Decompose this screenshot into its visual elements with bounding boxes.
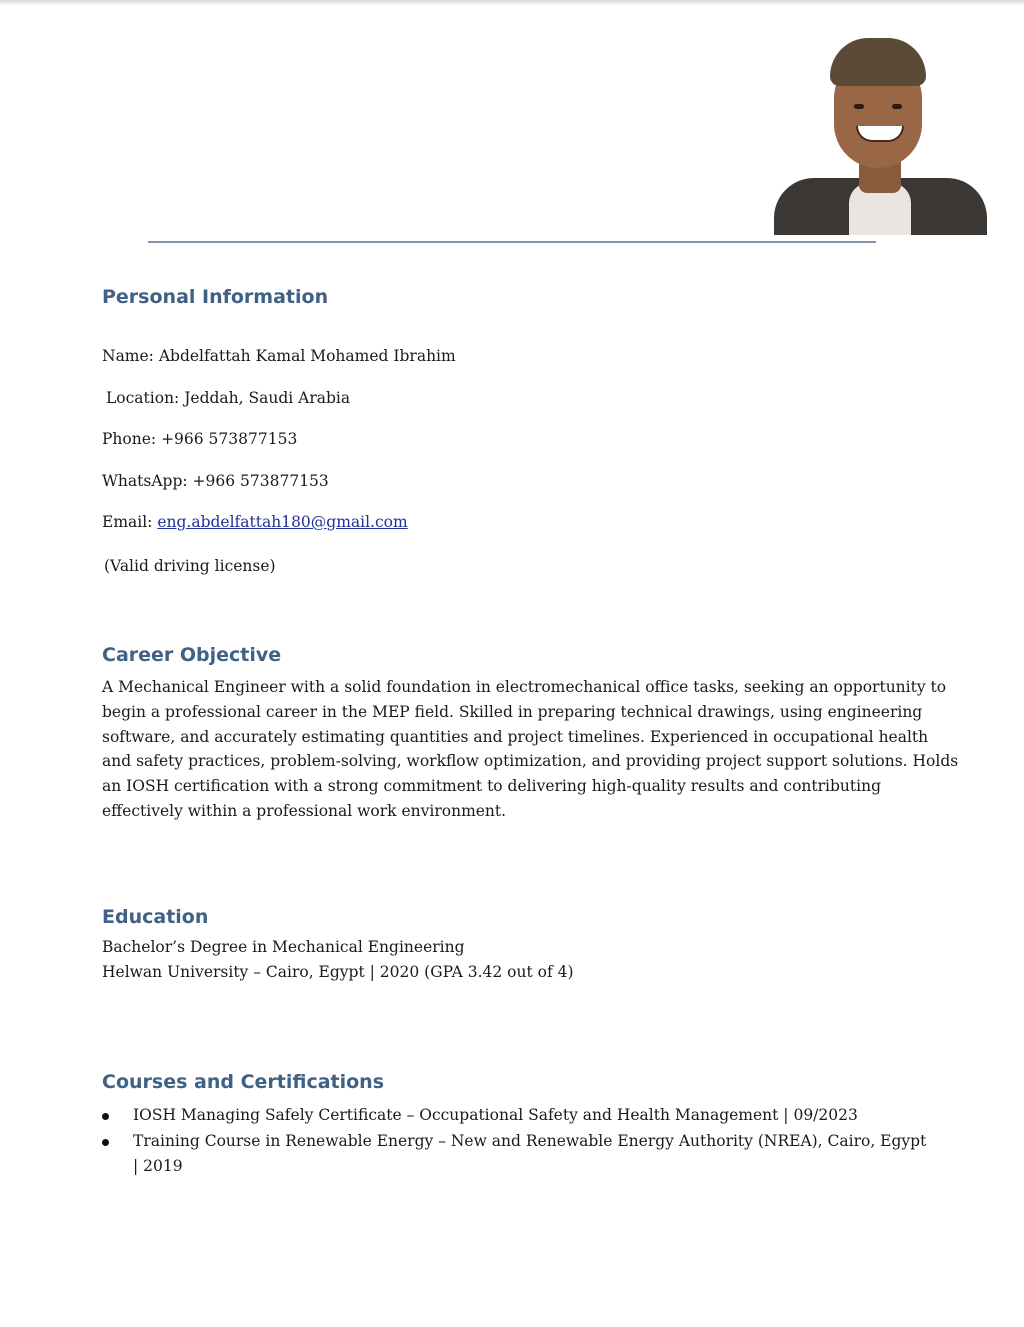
profile-photo — [774, 38, 987, 235]
education-degree: Bachelor’s Degree in Mechanical Engineering — [102, 938, 465, 956]
location-value: Jeddah, Saudi Arabia — [184, 389, 351, 407]
page-top-shadow — [0, 0, 1024, 6]
location-label: Location: — [106, 389, 185, 407]
career-objective-heading: Career Objective — [102, 644, 282, 666]
driving-license: (Valid driving license) — [104, 557, 276, 575]
bullet-icon — [102, 1113, 109, 1120]
email-link[interactable]: eng.abdelfattah180@gmail.com — [157, 513, 408, 531]
whatsapp-value: +966 573877153 — [192, 472, 329, 490]
list-item — [102, 1103, 932, 1128]
course-text: Training Course in Renewable Energy – New and Renewable Energy Authority (NREA), Cairo, Egypt | 2019 — [133, 1132, 927, 1175]
personal-info-heading: Personal Information — [102, 286, 329, 308]
name-line — [102, 347, 456, 365]
phone-label: Phone: — [102, 430, 162, 448]
whatsapp-label: WhatsApp: — [102, 472, 193, 490]
course-text: IOSH Managing Safely Certificate – Occupational Safety and Health Management | 09/2023 — [133, 1106, 858, 1124]
whatsapp-line — [102, 472, 329, 490]
location-line — [106, 389, 350, 407]
phone-line — [102, 430, 297, 448]
phone-value: +966 573877153 — [161, 430, 298, 448]
education-heading: Education — [102, 906, 209, 928]
courses-heading: Courses and Certifications — [102, 1071, 385, 1093]
education-university: Helwan University – Cairo, Egypt | 2020 (GPA 3.42 out of 4) — [102, 963, 574, 981]
photo-eye-right — [892, 104, 902, 109]
email-label: Email: — [102, 513, 158, 531]
career-objective-text: A Mechanical Engineer with a solid foundation in electromechanical office tasks, seeking an opportunity to begin a professional career in the MEP field. Skilled in preparing technical drawings, using engineering software, and accurately estimating quantities and project timelines. Experienced in occupational health and safety practices, problem-solving, workflow optimization, and providing project support solutions. Holds an IOSH certification with a strong commitment to delivering high-quality results and contributing effectively within a professional work environment. — [102, 678, 959, 820]
bullet-icon — [102, 1139, 109, 1146]
email-line — [102, 513, 408, 531]
name-label: Name: — [102, 347, 159, 365]
photo-hair — [830, 38, 926, 86]
list-item — [102, 1129, 932, 1179]
header-divider — [148, 241, 876, 243]
courses-list — [102, 1103, 932, 1180]
photo-eye-left — [854, 104, 864, 109]
name-value: Abdelfattah Kamal Mohamed Ibrahim — [158, 347, 456, 365]
